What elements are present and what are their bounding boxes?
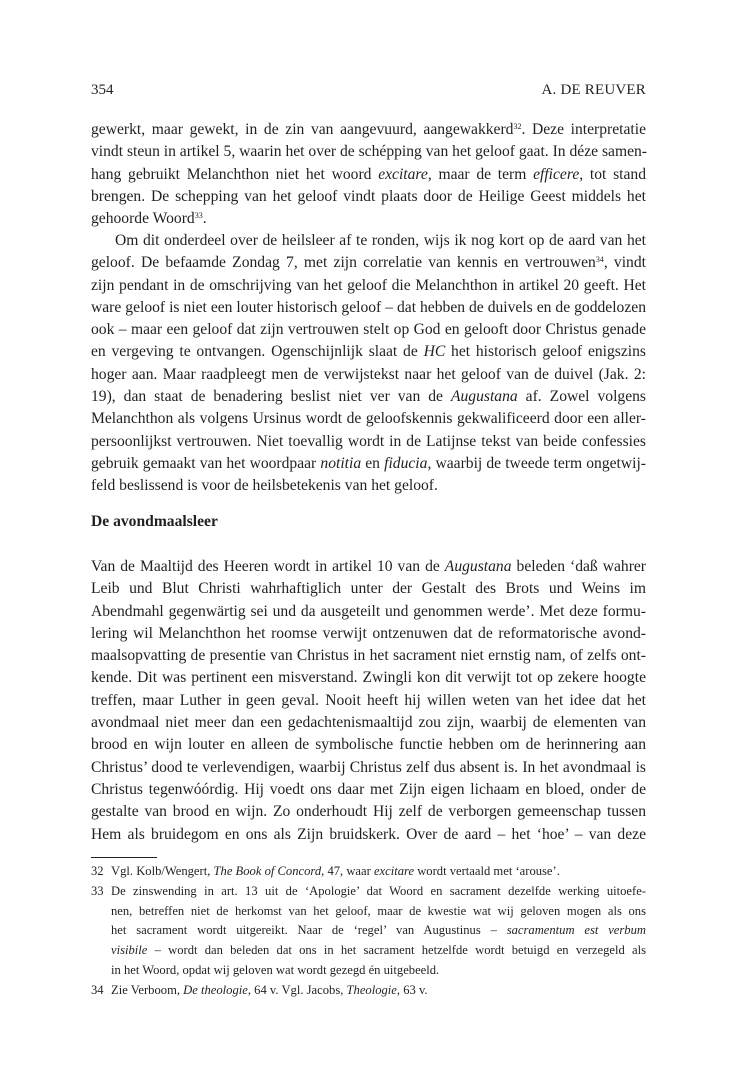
running-head xyxy=(91,80,646,100)
footnote-32: 32 Vgl. Kolb/Wengert, The Book of Concord, 47, waar excitare wordt vertaald met ‘arouse’. xyxy=(91,864,560,878)
section-heading: De avondmaalsleer xyxy=(91,513,218,530)
footnote-rule xyxy=(91,857,157,858)
footnotes xyxy=(91,862,646,1001)
footnote-34: 34 Zie Verboom, De theologie, 64 v. Vgl. Jacobs, Theologie, 63 v. xyxy=(91,982,428,997)
running-head-author: A. DE REUVER xyxy=(541,82,646,98)
page-number: 354 xyxy=(91,82,114,98)
footnote-33: 33 De zinswending in art. 13 uit de ‘Apologie’ dat Woord en sacrament dezelfde werking uitoefe- nen, betreffen niet de herkomst van het geloof, maar de kwestie wat wij geloven mogen als ons het sacrament wordt uitgereikt. Naar de ‘regel’ van Augustinus – sacramentum est verbum visibile – wordt dan beleden dat ons in het sacrament hetzelfde wordt betuigd en verzegeld als in het Woord, opdat wij geloven wat wordt gezegd én uitgebeeld. xyxy=(91,883,646,977)
paragraph-3: Van de Maaltijd des Heeren wordt in artikel 10 van de Augustana beleden ‘daß wahrer Leib und Blut Christi wahrhaftiglich unter der Gestalt des Brots und Weins im Abendmahl gegenwärtig sei und da ausgeteilt und genommen werde’. Met deze formu- lering wil Melanchthon het roomse verwijt ontzenuwen dat de reformatorische avond- maalsopvatting de presentie van Christus in het sacrament niet ernstig nam, of zelfs ont- kende. Dit was pertinent een misverstand. Zwingli kon dit verwijt tot op zekere hoogte treffen, maar Luther in geen geval. Nooit heeft hij willen weten van het idee dat het avondmaal niet meer dan een gedachtenismaaltijd zou zijn, waarbij de elementen van brood en wijn louter en alleen de symbolische functie hebben om de herinnering aan Christus’ dood te verlevendigen, waarbij Christus zelf dus absent is. In het avondmaal is Christus tegenwóórdig. Hij voedt ons daar met Zijn eigen lichaam en bloed, onder de gestalte van brood en wijn. Zo onderhoudt Hij zelf de verborgen gemeenschap tussen Hem als bruidegom en ons als Zijn bruidskerk. Over de aard – het ‘hoe’ – van deze xyxy=(91,558,647,843)
paragraph-2: Om dit onderdeel over de heilsleer af te ronden, wijs ik nog kort op de aard van het geloof. De befaamde Zondag 7, met zijn correlatie van kennis en vertrouwen$^{34}$, vindt zijn pendant in de omschrijving van het geloof die Melanchthon in artikel 20 geeft. Het ware geloof is niet een louter historisch geloof – dat hebben de duivels en de goddelozen ook – maar een geloof dat zijn vertrouwen stelt op God en gelooft door Christus genade en vergeving te ontvangen. Ogenschijnlijk slaat de HC het historisch geloof enigszins hoger aan. Maar raadpleegt men de verwijstekst naar het geloof van de duivel (Jak. 2: 19), dan staat de benadering beslist niet ver van de Augustana af. Zowel volgens Melanchthon als volgens Ursinus wordt de geloofskennis gekwalificeerd door een aller- persoonlijkst vertrouwen. Niet toevallig wordt in de Latijnse tekst van beide confessies gebruik gemaakt van het woordpaar notitia en fiducia, waarbij de tweede term ongetwij- feld beslissend is voor de heilsbetekenis van het geloof. xyxy=(91,232,646,495)
paragraph-1: gewerkt, maar gewekt, in de zin van aangevuurd, aangewakkerd$^{32}$. Deze interpretatie vindt steun in artikel 5, waarin het over de schépping van het geloof gaat. In déze samen- hang gebruikt Melanchthon niet het woord excitare, maar de term efficere, tot stand brengen. De schepping van het geloof vindt plaats door de Heilige Geest middels het gehoorde Woord$^{33}$. xyxy=(91,121,647,228)
